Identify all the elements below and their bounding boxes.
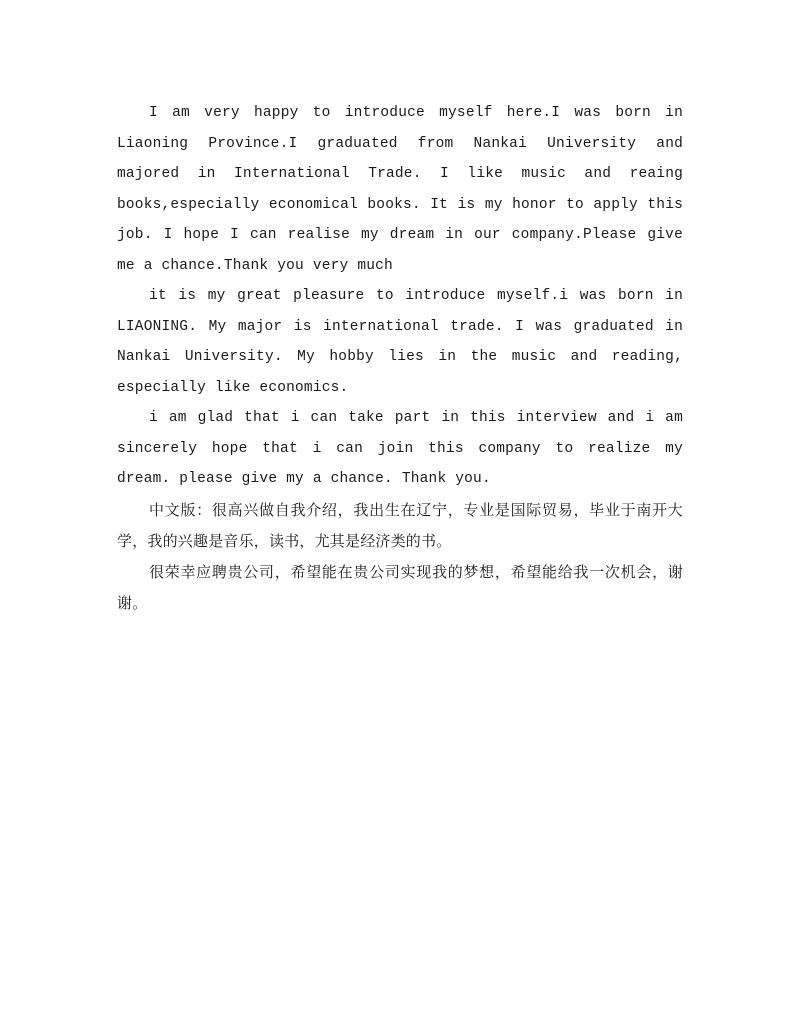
paragraph-chinese-version-1: 中文版：很高兴做自我介绍，我出生在辽宁，专业是国际贸易，毕业于南开大学，我的兴趣是音乐，读书，尤其是经济类的书。 — [117, 500, 683, 550]
paragraph-chinese-version-2: 很荣幸应聘贵公司，希望能在贵公司实现我的梦想，希望能给我一次机会，谢谢。 — [117, 562, 683, 612]
paragraph-self-intro-2: it is my great pleasure to introduce myself.i was born in LIAONING. My major is international trade. I was graduated in Nankai University. My hobby lies in the music and reading, especially like economics. — [117, 288, 683, 396]
document-page — [117, 98, 683, 619]
paragraph-self-intro-3: i am glad that i can take part in this interview and i am sincerely hope that i can join this company to realize my dream. please give my a chance. Thank you. — [117, 410, 683, 487]
paragraph-self-intro-1: I am very happy to introduce myself here.I was born in Liaoning Province.I graduated from Nankai University and majored in International Trade. I like music and reaing books,especially economical books. It is my honor to apply this job. I hope I can realise my dream in our company.Please give me a chance.Thank you very much — [117, 105, 683, 274]
